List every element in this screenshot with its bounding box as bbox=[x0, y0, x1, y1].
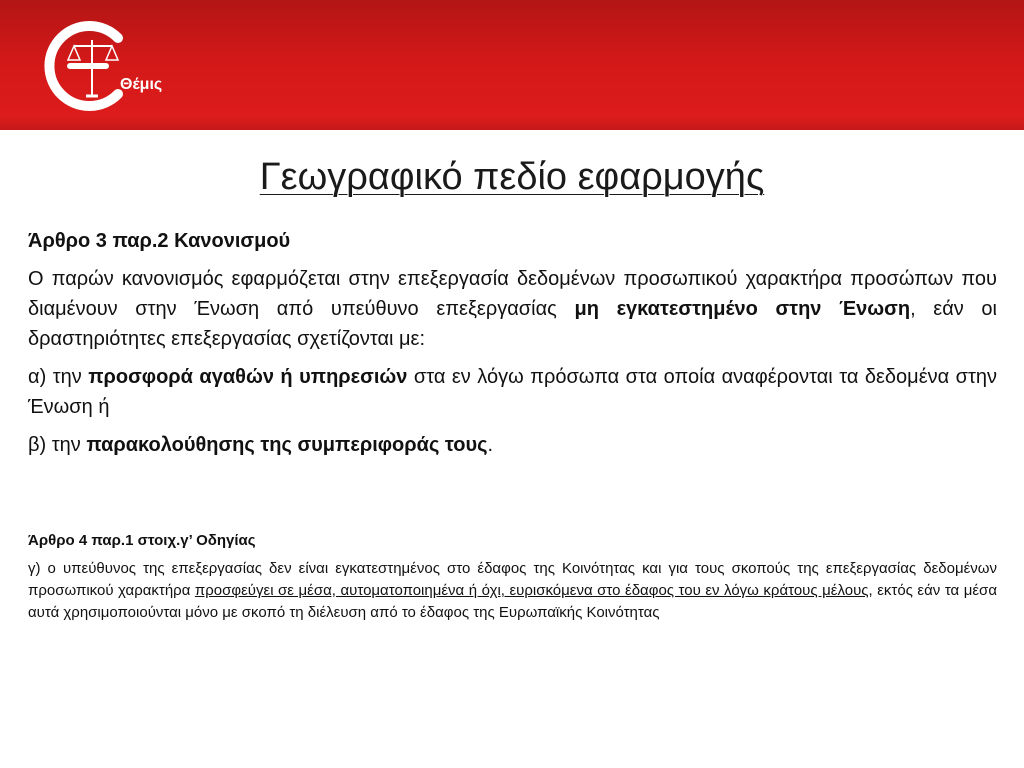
directive-paragraph: γ) ο υπεύθυνος της επεξεργασίας δεν είναι εγκατεστημένος στο έδαφος της Κοινότητας και για τους σκοπούς της επεξεργασίας δεδομένων προσωπικού χαρακτήρα προσφεύγει σε μέσα, αυτοματοποιημένα ή όχι, ευρισκόμενα στο έδαφος του εν λόγω κράτους μέλους, εκτός εάν τα μέσα αυτά χρησιμοποιούνται μόνο με σκοπό τη διέλευση από το έδαφος της Ευρωπαϊκής Κοινότητας bbox=[28, 560, 997, 621]
page-title: Γεωγραφικό πεδίο εφαρμογής bbox=[259, 156, 765, 198]
regulation-item-b: β) την παρακολούθησης της συμπεριφοράς τους. bbox=[28, 434, 494, 456]
regulation-paragraph: Ο παρών κανονισμός εφαρμόζεται στην επεξεργασία δεδομένων προσωπικού χαρακτήρα προσώπων που διαμένουν στην Ένωση από υπεύθυνο επεξεργασίας μη εγκατεστημένο στην Ένωση, εάν οι δραστηριότητες επεξεργασίας σχετίζονται με: bbox=[28, 268, 997, 350]
regulation-heading: Άρθρο 3 παρ.2 Κανονισμού bbox=[28, 230, 291, 252]
header-banner bbox=[0, 0, 1024, 130]
logo-label: Θέμις bbox=[120, 76, 163, 93]
regulation-section bbox=[28, 226, 997, 468]
themis-logo-icon bbox=[40, 16, 164, 116]
regulation-item-a: α) την προσφορά αγαθών ή υπηρεσιών στα εν λόγω πρόσωπα στα οποία αναφέρονται τα δεδομένα στην Ένωση ή bbox=[28, 366, 998, 418]
directive-section bbox=[28, 530, 997, 630]
directive-heading: Άρθρο 4 παρ.1 στοιχ.γ’ Οδηγίας bbox=[28, 532, 256, 549]
themis-logo bbox=[40, 16, 164, 116]
